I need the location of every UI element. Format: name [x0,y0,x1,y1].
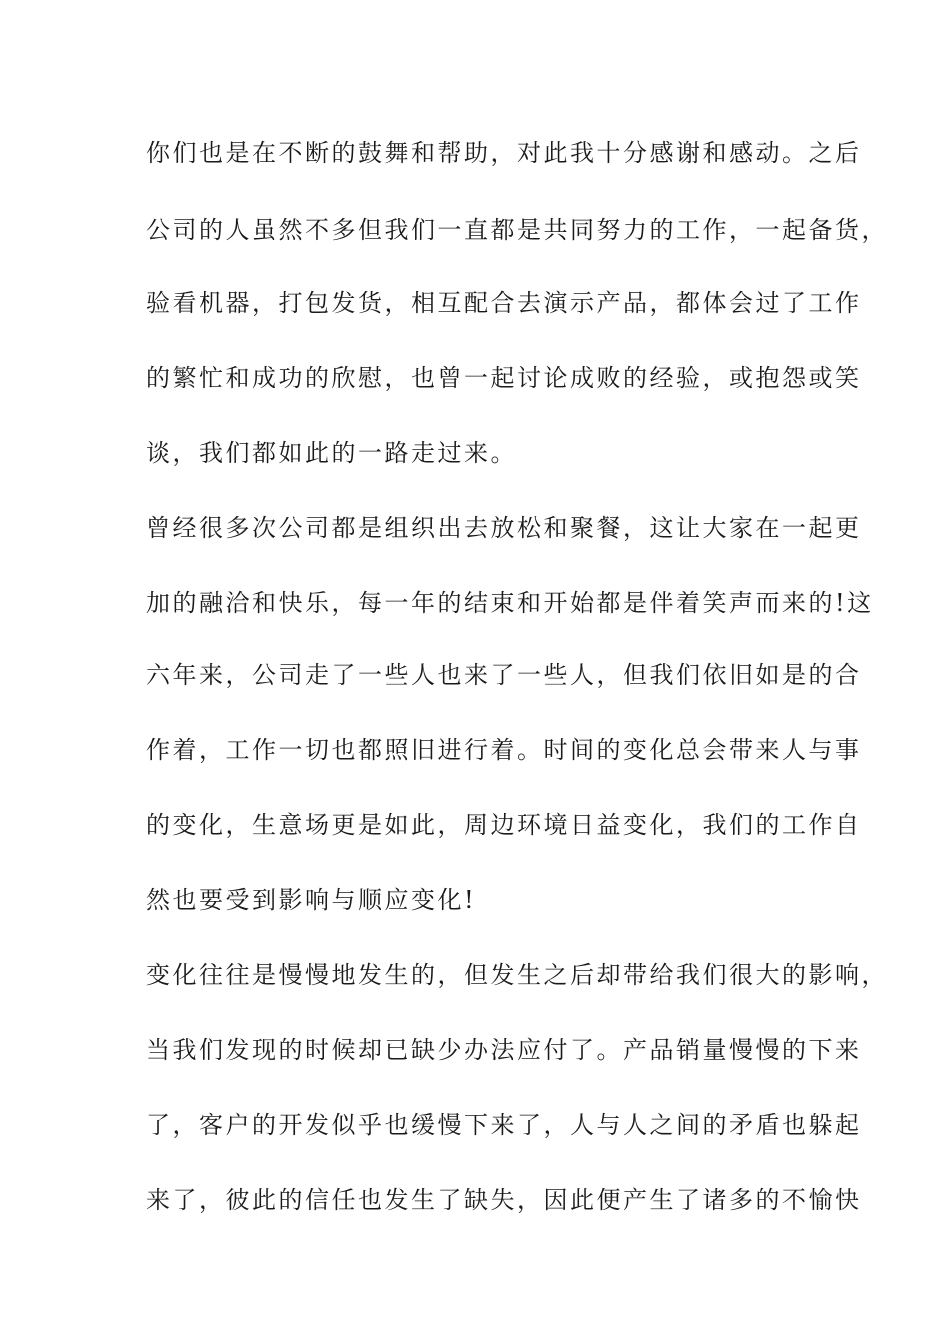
text-line: 的繁忙和成功的欣慰，也曾一起讨论成败的经验，或抱怨或笑 [146,364,862,392]
text-line: 当我们发现的时候却已缺少办法应付了。产品销量慢慢的下来 [146,1036,862,1064]
text-line: 验看机器，打包发货，相互配合去演示产品，都体会过了工作 [146,289,862,317]
text-line: 加的融洽和快乐，每一年的结束和开始都是伴着笑声而来的!这 [146,589,874,617]
text-line: 的变化，生意场更是如此，周边环境日益变化，我们的工作自 [146,811,862,839]
text-line: 了，客户的开发似乎也缓慢下来了，人与人之间的矛盾也躲起 [146,1111,862,1139]
text-line: 变化往往是慢慢地发生的，但发生之后却带给我们很大的影响， [146,961,888,989]
text-line: 然也要受到影响与顺应变化! [146,886,477,914]
text-line: 曾经很多次公司都是组织出去放松和聚餐，这让大家在一起更 [146,514,862,542]
text-line: 公司的人虽然不多但我们一直都是共同努力的工作，一起备货， [146,216,888,244]
text-line: 来了，彼此的信任也发生了缺失，因此便产生了诸多的不愉快 [146,1186,862,1214]
text-line: 作着，工作一切也都照旧进行着。时间的变化总会带来人与事 [146,736,862,764]
text-line: 六年来，公司走了一些人也来了一些人，但我们依旧如是的合 [146,661,862,689]
text-line: 你们也是在不断的鼓舞和帮助，对此我十分感谢和感动。之后 [146,139,862,167]
text-line: 谈，我们都如此的一路走过来。 [146,439,517,467]
